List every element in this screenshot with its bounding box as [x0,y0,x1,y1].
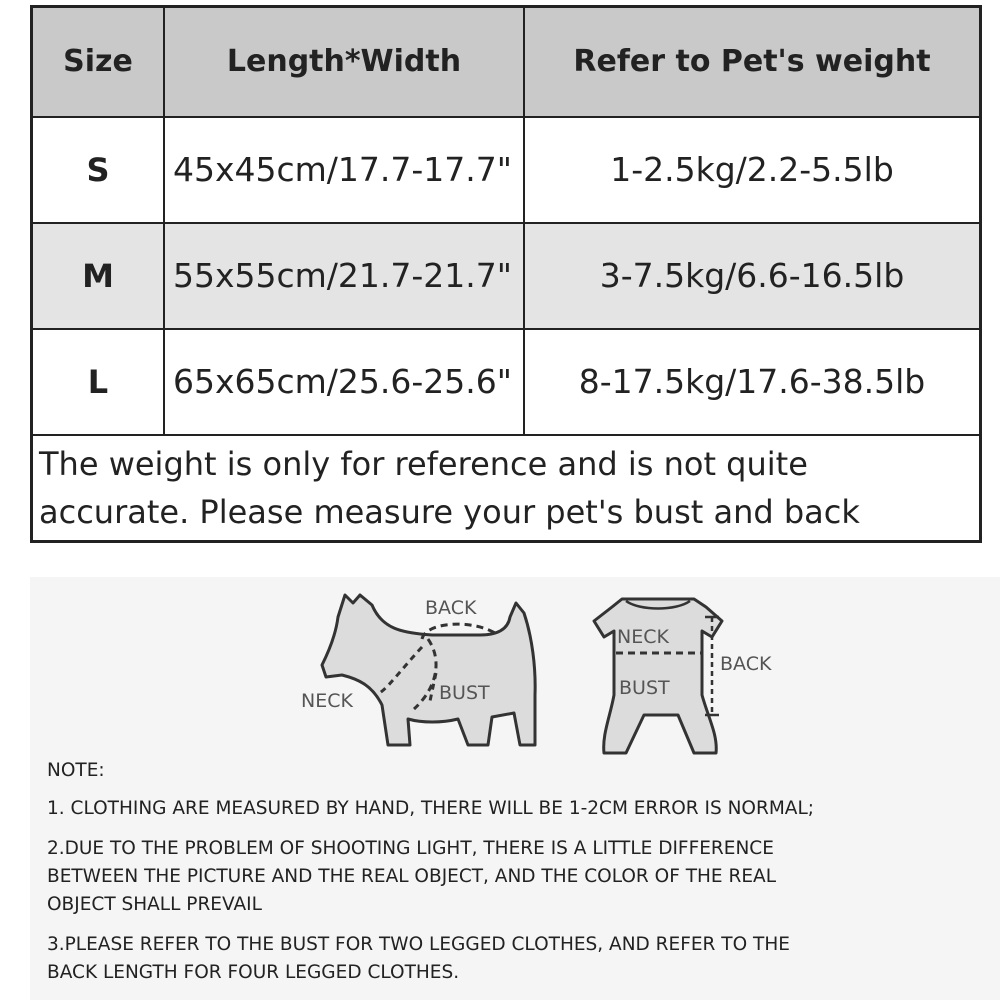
note-item-3 [47,931,992,987]
length-width-cell: 55x55cm/21.7-21.7" [164,223,524,329]
table-header-row [32,7,981,117]
measurement-guide [30,577,1000,1000]
size-cell: M [32,223,165,329]
weight-cell: 8-17.5kg/17.6-38.5lb [524,329,981,435]
header-size: Size [32,7,165,117]
table-note-row [32,435,981,542]
garment-neck-label: NECK [617,626,669,648]
note-item-2 [47,835,992,919]
weight-reference-note [32,435,981,542]
notes-section [47,760,992,999]
table-row [32,329,981,435]
weight-cell: 1-2.5kg/2.2-5.5lb [524,117,981,223]
garment-back-label: BACK [720,653,772,675]
note-line: 3.PLEASE REFER TO THE BUST FOR TWO LEGGED CLOTHES, AND REFER TO THE [47,934,790,955]
garment-bust-label: BUST [619,677,670,699]
table-row [32,223,981,329]
size-chart-table [30,5,982,543]
note-item-1 [47,795,992,823]
note-line: BACK LENGTH FOR FOUR LEGGED CLOTHES. [47,962,460,983]
size-cell: L [32,329,165,435]
size-cell: S [32,117,165,223]
note-line: 1. CLOTHING ARE MEASURED BY HAND, THERE WILL BE 1-2CM ERROR IS NORMAL; [47,798,814,819]
note-line: OBJECT SHALL PREVAIL [47,894,262,915]
header-length-width: Length*Width [164,7,524,117]
dog-neck-label: NECK [301,690,353,712]
header-pet-weight: Refer to Pet's weight [524,7,981,117]
note-line: 2.DUE TO THE PROBLEM OF SHOOTING LIGHT, THERE IS A LITTLE DIFFERENCE [47,838,774,859]
note-line: BETWEEN THE PICTURE AND THE REAL OBJECT, AND THE COLOR OF THE REAL [47,866,777,887]
table-row [32,117,981,223]
garment-silhouette-icon [594,599,722,753]
note-line: accurate. Please measure your pet's bust and back [39,492,860,531]
notes-title: NOTE: [47,760,105,781]
dog-bust-label: BUST [439,682,490,704]
measurement-diagram [30,577,1000,772]
length-width-cell: 65x65cm/25.6-25.6" [164,329,524,435]
dog-back-label: BACK [425,597,477,619]
note-line: The weight is only for reference and is not quite [39,444,808,483]
weight-cell: 3-7.5kg/6.6-16.5lb [524,223,981,329]
length-width-cell: 45x45cm/17.7-17.7" [164,117,524,223]
